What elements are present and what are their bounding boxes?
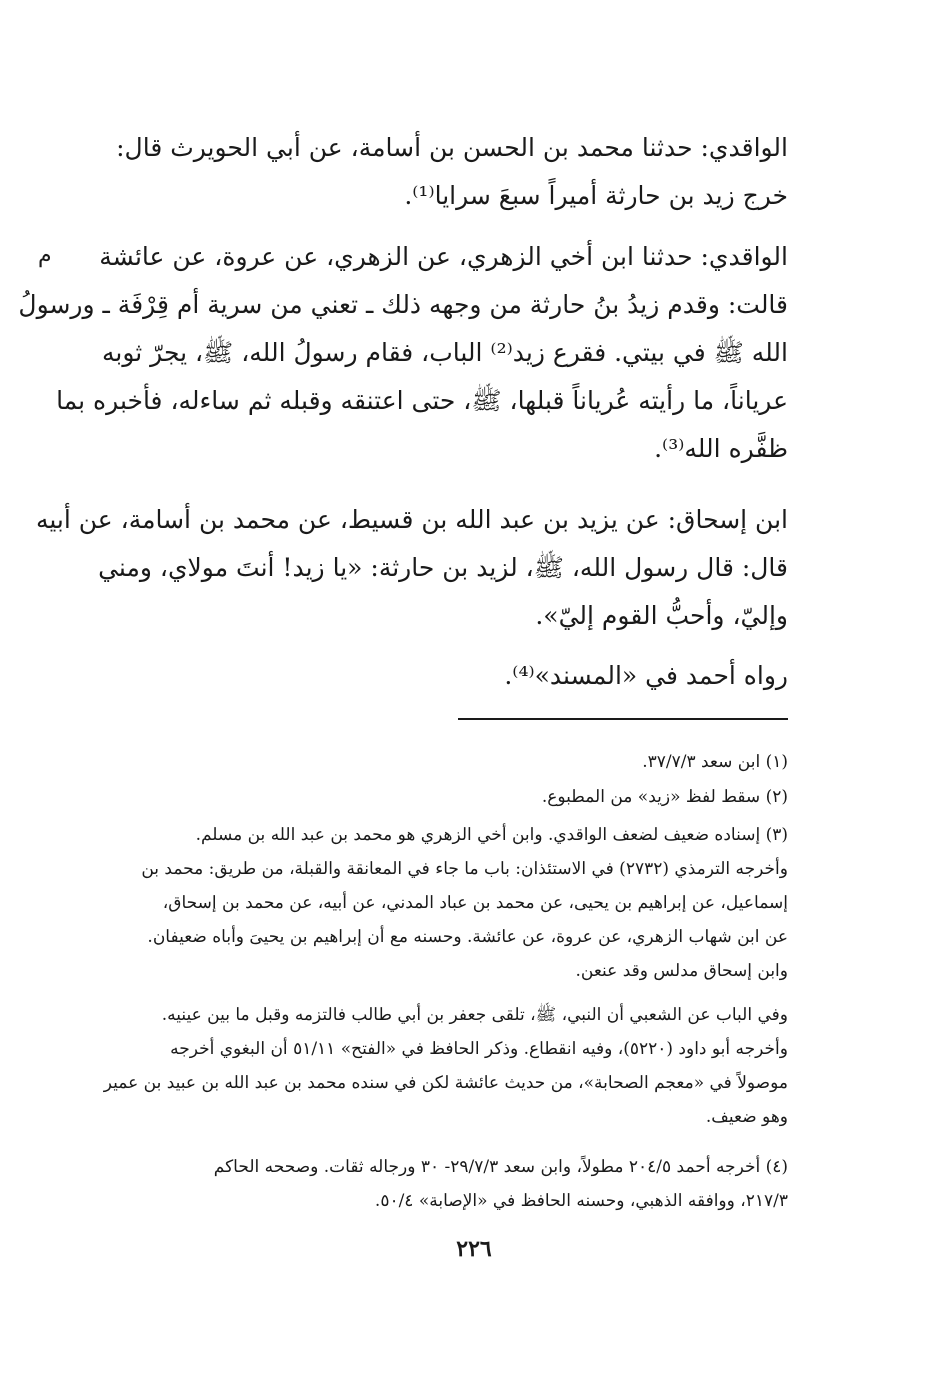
text-line: عرياناً، ما رأيته عُرياناً قبلها، ﷺ، حتى اعتنقه وقبله ثم ساءله، فأخبره بما bbox=[56, 386, 788, 415]
footnote-2 bbox=[128, 780, 788, 814]
text-line: ظفَّره الله⁽³⁾. bbox=[654, 434, 788, 463]
page-number: ٢٢٦ bbox=[456, 1236, 492, 1262]
text-line: قال: قال رسول الله، ﷺ، لزيد بن حارثة: «يا زيد! أنتَ مولاي، ومني bbox=[98, 553, 788, 582]
footnote-line: وهو ضعيف. bbox=[705, 1107, 788, 1127]
text-line: الواقدي: حدثنا ابن أخي الزهري، عن الزهري، عن عروة، عن عائشة bbox=[99, 242, 788, 271]
paragraph-4 bbox=[128, 652, 788, 700]
footnote-line: (٣) إسناده ضعيف لضعف الواقدي. وابن أخي الزهري هو محمد بن عبد الله بن مسلم. bbox=[195, 825, 788, 845]
footnote-4 bbox=[128, 1150, 788, 1218]
footnote-line: (١) ابن سعد ٣٧/٧/٣. bbox=[642, 752, 788, 772]
footnote-1 bbox=[128, 745, 788, 779]
footnote-line: إسماعيل، عن إبراهيم بن يحيى، عن محمد بن عباد المدني، عن أبيه، عن محمد بن إسحاق، bbox=[162, 893, 788, 913]
footnote-line: موصولاً في «معجم الصحابة»، من حديث عائشة لكن في سنده محمد بن عبد الله بن عبيد بن عمير bbox=[103, 1073, 788, 1093]
footnote-line: وفي الباب عن الشعبي أن النبي، ﷺ، تلقى جعفر بن أبي طالب فالتزمه وقبل ما بين عينيه. bbox=[161, 1005, 788, 1025]
paragraph-3 bbox=[35, 496, 788, 640]
footnote-separator bbox=[458, 718, 788, 720]
paragraph-1 bbox=[116, 124, 788, 220]
footnote-line: وأخرجه الترمذي (٢٧٣٢) في الاستئذان: باب ما جاء في المعانقة والقبلة، من طريق: محمد بن bbox=[141, 859, 788, 879]
margin-mark: م bbox=[38, 243, 52, 268]
paragraph-2 bbox=[18, 233, 788, 473]
text-line: قالت: وقدم زيدُ بنُ حارثة من وجهه ذلك ـ تعني من سرية أم قِرْفَة ـ ورسولُ bbox=[18, 290, 788, 319]
text-line: الواقدي: حدثنا محمد بن الحسن بن أسامة، عن أبي الحويرث قال: bbox=[116, 133, 788, 162]
text-line: خرج زيد بن حارثة أميراً سبعَ سرايا⁽¹⁾. bbox=[404, 181, 788, 210]
footnote-line: (٢) سقط لفظ «زيد» من المطبوع. bbox=[541, 787, 788, 807]
footnote-line: وابن إسحاق مدلس وقد عنعن. bbox=[575, 961, 788, 981]
footnote-line: عن ابن شهاب الزهري، عن عروة، عن عائشة. وحسنه مع أن إبراهيم بن يحيىَ وأباه ضعيفان. bbox=[147, 927, 788, 947]
text-line: ابن إسحاق: عن يزيد بن عبد الله بن قسيط، عن محمد بن أسامة، عن أبيه bbox=[35, 505, 788, 534]
footnote-line: ٢١٧/٣، ووافقه الذهبي، وحسنه الحافظ في «الإصابة» ٥٠/٤. bbox=[374, 1191, 788, 1211]
text-line: رواه أحمد في «المسند»⁽⁴⁾. bbox=[504, 661, 788, 690]
footnote-3-continued bbox=[103, 998, 788, 1134]
footnote-line: وأخرجه أبو داود (٥٢٢٠)، وفيه انقطاع. وذكر الحافظ في «الفتح» ٥١/١١ أن البغوي أخرجه bbox=[170, 1039, 788, 1059]
text-line: الله ﷺ في بيتي. فقرع زيد⁽²⁾ الباب، فقام رسولُ الله، ﷺ، يجرّ ثوبه bbox=[101, 338, 788, 367]
footnote-3 bbox=[128, 818, 788, 988]
footnote-line: (٤) أخرجه أحمد ٢٠٤/٥ مطولاً، وابن سعد ٢٩/٧/٣- ٣٠ ورجاله ثقات. وصححه الحاكم bbox=[213, 1157, 788, 1177]
text-line: وإليّ، وأحبُّ القوم إليّ». bbox=[535, 601, 788, 630]
